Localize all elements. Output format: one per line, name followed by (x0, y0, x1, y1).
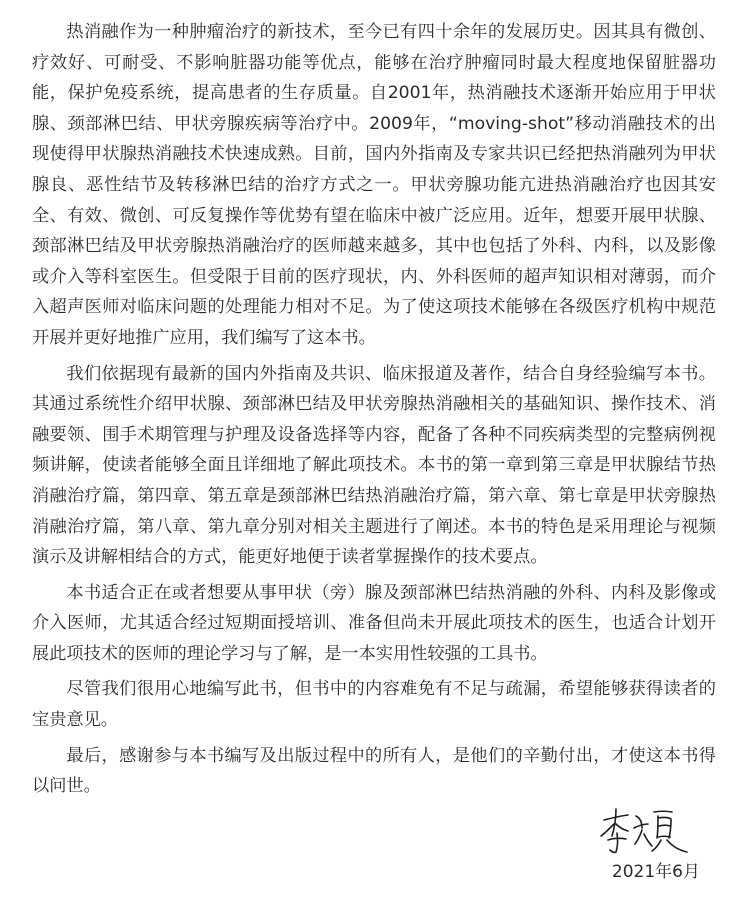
signature-drawing (598, 806, 690, 856)
preface-body (32, 17, 716, 807)
paragraph-5: 最后，感谢参与本书编写及出版过程中的所有人，是他们的辛勤付出，才使这本书得以问世。 (32, 745, 716, 797)
handwritten-signature (598, 806, 690, 856)
paragraph-4: 尽管我们很用心地编写此书，但书中的内容难免有不足与疏漏，希望能够获得读者的宝贵意见。 (32, 679, 716, 731)
paragraph-3: 本书适合正在或者想要从事甲状（旁）腺及颈部淋巴结热消融的外科、内科及影像或介入医师，尤其适合经过短期面授培训、准备但尚未开展此项技术的医生，也适合计划开展此项技术的医师的理论学习与了解，是一本实用性较强的工具书。 (32, 582, 716, 664)
paragraph-1: 热消融作为一种肿瘤治疗的新技术，至今已有四十余年的发展历史。因其具有微创、疗效好、可耐受、不影响脏器功能等优点，能够在治疗肿瘤同时最大程度地保留脏器功能，保护免疫系统，提高患者的生存质量。自2001年，热消融技术逐渐开始应用于甲状腺、颈部淋巴结、甲状旁腺疾病等治疗中。2009年，“moving-shot”移动消融技术的出现使得甲状腺热消融技术快速成熟。目前，国内外指南及专家共识已经把热消融列为甲状腺良、恶性结节及转移淋巴结的治疗方式之一。甲状旁腺功能亢进热消融治疗也因其安全、有效、微创、可反复操作等优势有望在临床中被广泛应用。近年，想要开展甲状腺、颈部淋巴结及甲状旁腺热消融治疗的医师越来越多，其中也包括了外科、内科，以及影像或介入等科室医生。但受限于目前的医疗现状，内、外科医师的超声知识相对薄弱，而介入超声医师对临床问题的处理能力相对不足。为了使这项技术能够在各级医疗机构中规范开展并更好地推广应用，我们编写了这本书。 (32, 22, 716, 348)
paragraph-2: 我们依据现有最新的国内外指南及共识、临床报道及著作，结合自身经验编写本书。其通过系统性介绍甲状腺、颈部淋巴结及甲状旁腺热消融相关的基础知识、操作技术、消融要领、围手术期管理与护理及设备选择等内容，配备了各种不同疾病类型的完整病例视频讲解，使读者能够全面且详细地了解此项技术。本书的第一章到第三章是甲状腺结节热消融治疗篇，第四章、第五章是颈部淋巴结热消融治疗篇，第六章、第七章是甲状旁腺热消融治疗篇，第八章、第九章分别对相关主题进行了阐述。本书的特色是采用理论与视频演示及讲解相结合的方式，能更好地便于读者掌握操作的技术要点。 (32, 363, 716, 568)
preface-date: 2021年6月 (611, 862, 700, 882)
